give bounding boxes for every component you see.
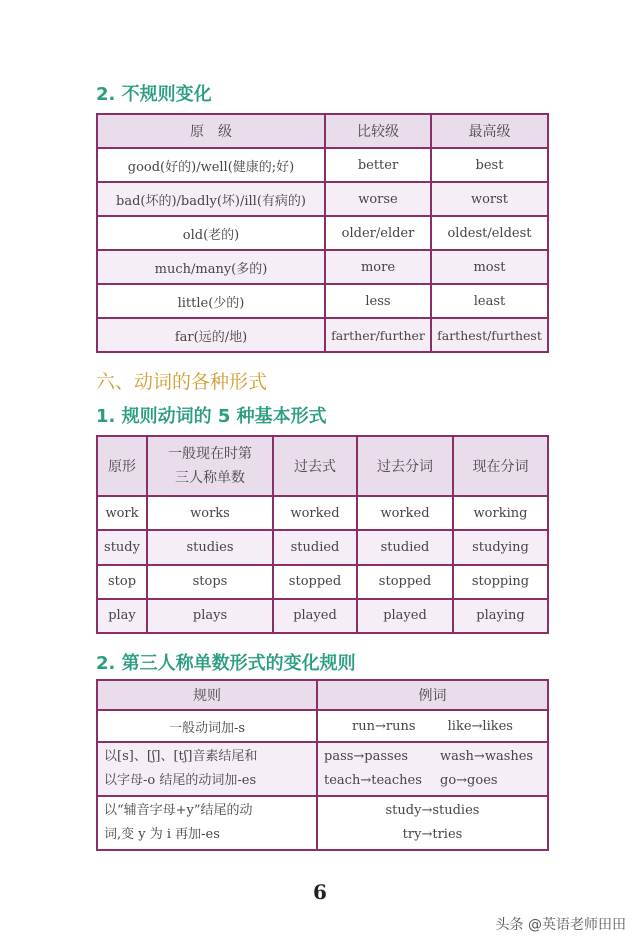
cell-positive: bad(坏的)/badly(坏)/ill(有病的) <box>97 182 325 216</box>
cell-third-singular: stops <box>147 565 273 599</box>
cell-positive: good(好的)/well(健康的;好) <box>97 148 325 182</box>
example-word: try→tries <box>402 827 463 842</box>
example-word: run→runs <box>352 718 416 734</box>
cell-past: played <box>273 599 357 633</box>
cell-present-participle: stopping <box>453 565 548 599</box>
table-row <box>97 742 548 796</box>
table-header-row <box>97 436 548 496</box>
cell-comparative: farther/further <box>325 318 431 352</box>
verb-forms-table <box>96 435 549 634</box>
cell-base: study <box>97 530 147 564</box>
cell-superlative: oldest/eldest <box>431 216 548 250</box>
heading-regular-verb-forms: 1. 规则动词的 5 种基本形式 <box>96 406 327 427</box>
cell-comparative: worse <box>325 182 431 216</box>
cell-past: worked <box>273 496 357 530</box>
table-row <box>97 216 548 250</box>
rule-line: 以字母-o 结尾的动词加-es <box>104 773 257 788</box>
cell-past-participle: studied <box>357 530 453 564</box>
rule-line: 以[s]、[ʃ]、[tʃ]音素结尾和 <box>104 749 258 764</box>
header-examples: 例词 <box>317 680 548 710</box>
cell-positive: little(少的) <box>97 284 325 318</box>
example-word: wash→washes <box>440 749 534 764</box>
heading-verb-forms: 六、动词的各种形式 <box>96 371 268 393</box>
cell-rule <box>97 796 317 850</box>
table-row <box>97 284 548 318</box>
example-line <box>324 769 545 793</box>
cell-third-singular: works <box>147 496 273 530</box>
header-superlative: 最高级 <box>431 114 548 148</box>
table-row <box>97 182 548 216</box>
cell-examples <box>317 742 548 796</box>
cell-base: stop <box>97 565 147 599</box>
header-line: 三人称单数 <box>175 470 245 486</box>
cell-past: studied <box>273 530 357 564</box>
cell-superlative: worst <box>431 182 548 216</box>
cell-rule: 一般动词加-s <box>97 710 317 742</box>
cell-comparative: better <box>325 148 431 182</box>
cell-past: stopped <box>273 565 357 599</box>
cell-past-participle: played <box>357 599 453 633</box>
table-row <box>97 796 548 850</box>
cell-superlative: farthest/furthest <box>431 318 548 352</box>
cell-past-participle: worked <box>357 496 453 530</box>
header-positive: 原 级 <box>97 114 325 148</box>
page-number: 6 <box>313 880 327 904</box>
third-person-rules-table <box>96 679 549 851</box>
table-row <box>97 530 548 564</box>
table-row <box>97 148 548 182</box>
header-third-person-singular <box>147 436 273 496</box>
cell-superlative: most <box>431 250 548 284</box>
cell-positive: old(老的) <box>97 216 325 250</box>
cell-superlative: least <box>431 284 548 318</box>
rule-line: 以“辅音字母+y”结尾的动 <box>104 803 253 818</box>
header-past-participle: 过去分词 <box>357 436 453 496</box>
header-rule: 规则 <box>97 680 317 710</box>
cell-past-participle: stopped <box>357 565 453 599</box>
cell-present-participle: playing <box>453 599 548 633</box>
example-word: go→goes <box>440 773 498 788</box>
cell-positive: far(远的/地) <box>97 318 325 352</box>
rule-line: 词,变 y 为 i 再加-es <box>104 827 220 842</box>
table-row <box>97 496 548 530</box>
table-row <box>97 710 548 742</box>
table-header-row <box>97 114 548 148</box>
table-row <box>97 565 548 599</box>
cell-base: play <box>97 599 147 633</box>
header-comparative: 比较级 <box>325 114 431 148</box>
header-present-participle: 现在分词 <box>453 436 548 496</box>
cell-third-singular: studies <box>147 530 273 564</box>
cell-third-singular: plays <box>147 599 273 633</box>
table-header-row <box>97 680 548 710</box>
cell-examples <box>317 796 548 850</box>
cell-comparative: more <box>325 250 431 284</box>
cell-comparative: less <box>325 284 431 318</box>
cell-present-participle: studying <box>453 530 548 564</box>
example-word: teach→teaches <box>324 773 422 788</box>
heading-third-person-rules: 2. 第三人称单数形式的变化规则 <box>96 653 356 674</box>
example-word: study→studies <box>385 803 480 818</box>
header-line: 一般现在时第 <box>168 446 252 462</box>
cell-positive: much/many(多的) <box>97 250 325 284</box>
heading-irregular-change: 2. 不规则变化 <box>96 84 212 105</box>
table-row <box>97 250 548 284</box>
header-past-tense: 过去式 <box>273 436 357 496</box>
irregular-comparison-table <box>96 113 549 353</box>
table-row <box>97 599 548 633</box>
cell-comparative: older/elder <box>325 216 431 250</box>
cell-rule <box>97 742 317 796</box>
example-line <box>324 745 545 769</box>
example-word: pass→passes <box>324 749 409 764</box>
example-word: like→likes <box>447 718 513 734</box>
table-row <box>97 318 548 352</box>
cell-present-participle: working <box>453 496 548 530</box>
cell-base: work <box>97 496 147 530</box>
watermark: 头条 @英语老师田田 <box>495 917 626 933</box>
cell-superlative: best <box>431 148 548 182</box>
cell-examples <box>317 710 548 742</box>
header-base-form: 原形 <box>97 436 147 496</box>
